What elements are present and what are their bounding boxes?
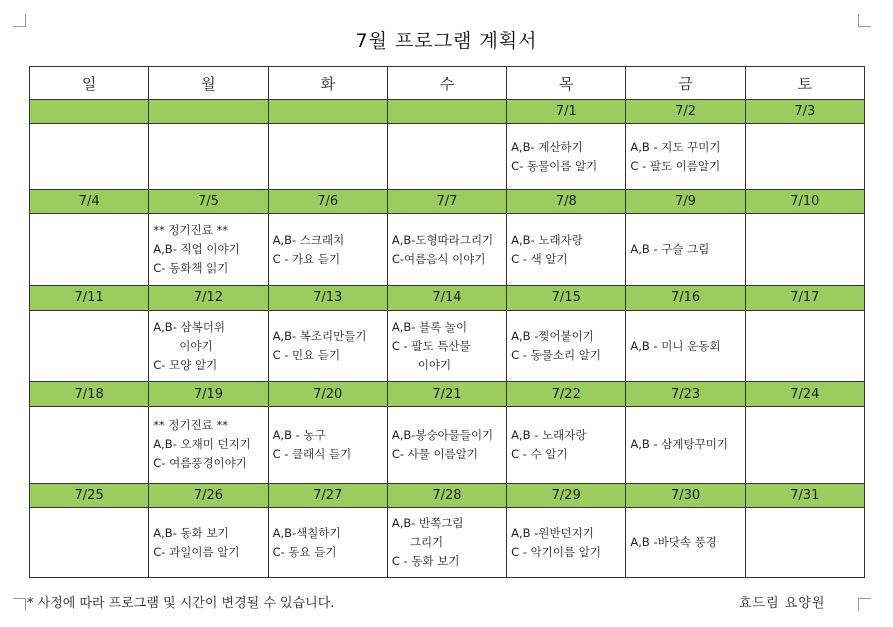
program-line: 이야기: [179, 338, 213, 353]
program-line: C- 동화책 읽기: [153, 261, 229, 276]
program-cell: [626, 124, 745, 190]
date-cell: 7/25: [30, 483, 149, 507]
program-cell: [507, 310, 626, 382]
program-cell: [745, 508, 864, 578]
date-row: [30, 483, 865, 507]
program-line: ** 정기진료 **: [153, 418, 229, 433]
program-line: C - 팔도 특산물: [391, 338, 471, 353]
date-cell: 7/6: [268, 190, 387, 214]
date-cell: [30, 100, 149, 124]
program-cell: [387, 214, 506, 286]
program-line: ** 정기진료 **: [153, 223, 229, 238]
program-calendar-table: [29, 66, 865, 578]
program-cell: [507, 508, 626, 578]
date-cell: 7/31: [745, 483, 864, 507]
program-cell: [268, 406, 387, 483]
program-line: A,B- 반쪽그림: [391, 516, 464, 531]
program-row: [30, 508, 865, 578]
date-cell: 7/4: [30, 190, 149, 214]
program-line: A,B- 노래자랑: [511, 232, 583, 247]
program-cell: [149, 214, 268, 286]
program-cell: [30, 214, 149, 286]
date-cell: 7/10: [745, 190, 864, 214]
weekday-header: 수: [387, 67, 506, 100]
date-row: [30, 286, 865, 310]
program-cell: [626, 406, 745, 483]
program-cell: [268, 508, 387, 578]
program-line: A,B -찢어붙이기: [511, 329, 594, 344]
program-line: A,B - 삼계탕꾸미기: [630, 437, 728, 452]
program-cell: [507, 124, 626, 190]
page-corner-mark: [13, 598, 26, 611]
date-row: [30, 190, 865, 214]
date-cell: 7/7: [387, 190, 506, 214]
program-line: C - 악기이름 알기: [511, 544, 601, 559]
date-cell: 7/15: [507, 286, 626, 310]
date-cell: 7/5: [149, 190, 268, 214]
program-line: A,B- 동화 보기: [153, 525, 229, 540]
date-row: [30, 382, 865, 406]
program-line: C - 클래식 듣기: [272, 446, 352, 461]
page-corner-mark: [858, 598, 871, 611]
program-line: A,B-봉숭아물들이기: [391, 427, 494, 442]
program-cell: [626, 310, 745, 382]
program-line: 그리기: [409, 535, 444, 550]
program-cell: [626, 508, 745, 578]
date-cell: 7/27: [268, 483, 387, 507]
date-cell: 7/19: [149, 382, 268, 406]
program-line: A,B - 지도 꾸미기: [630, 139, 721, 154]
program-row: [30, 214, 865, 286]
program-cell: [387, 310, 506, 382]
date-cell: 7/24: [745, 382, 864, 406]
program-cell: [745, 310, 864, 382]
date-cell: [387, 100, 506, 124]
program-cell: [268, 214, 387, 286]
program-cell: [149, 124, 268, 190]
date-cell: 7/16: [626, 286, 745, 310]
program-line: C - 색 알기: [511, 251, 568, 266]
program-cell: [387, 124, 506, 190]
date-row: [30, 100, 865, 124]
date-cell: 7/29: [507, 483, 626, 507]
program-line: A,B -원반던지기: [511, 525, 594, 540]
program-line: C- 모양 알기: [153, 357, 218, 372]
program-line: A,B- 블록 놀이: [391, 319, 468, 334]
date-cell: 7/21: [387, 382, 506, 406]
date-cell: [268, 100, 387, 124]
program-line: C- 과일이름 알기: [153, 544, 240, 559]
program-row: [30, 406, 865, 483]
program-cell: [268, 124, 387, 190]
program-line: A,B- 스크래치: [272, 232, 345, 247]
program-line: A,B- 계산하기: [511, 139, 583, 154]
program-line: C - 동물소리 알기: [511, 348, 601, 363]
program-line: A,B- 직업 이야기: [153, 242, 240, 257]
date-cell: 7/23: [626, 382, 745, 406]
program-cell: [30, 310, 149, 382]
program-cell: [387, 406, 506, 483]
program-cell: [149, 406, 268, 483]
date-cell: 7/9: [626, 190, 745, 214]
date-cell: 7/18: [30, 382, 149, 406]
program-line: C - 팔도 이름알기: [630, 158, 721, 173]
program-cell: [30, 406, 149, 483]
date-cell: 7/8: [507, 190, 626, 214]
program-cell: [745, 124, 864, 190]
date-cell: 7/11: [30, 286, 149, 310]
program-cell: [149, 508, 268, 578]
weekday-header: 토: [745, 67, 864, 100]
organization-name: 효드림 요양원: [739, 596, 826, 611]
program-cell: [745, 406, 864, 483]
program-line: A,B-도형따라그리기: [391, 232, 494, 247]
program-line: A,B -바닷속 풍경: [630, 535, 717, 550]
program-line: A,B- 삼복더위: [153, 319, 225, 334]
program-cell: [30, 124, 149, 190]
program-line: C- 동물이름 알기: [511, 158, 598, 173]
program-line: C - 가요 듣기: [272, 251, 341, 266]
weekday-header: 금: [626, 67, 745, 100]
program-cell: [268, 310, 387, 382]
date-cell: [149, 100, 268, 124]
weekday-header: 일: [30, 67, 149, 100]
date-cell: 7/26: [149, 483, 268, 507]
program-line: A,B- 복조리만들기: [272, 329, 367, 344]
program-line: C-여름음식 이야기: [391, 251, 486, 266]
schedule-change-note: * 사정에 따라 프로그램 및 시간이 변경될 수 있습니다.: [27, 596, 335, 611]
program-cell: [507, 214, 626, 286]
program-line: C - 민요 듣기: [272, 348, 341, 363]
date-cell: 7/1: [507, 100, 626, 124]
program-line: A,B- 오재미 던지기: [153, 437, 251, 452]
program-line: C- 사물 이름알기: [391, 446, 478, 461]
program-line: C - 수 알기: [511, 446, 568, 461]
program-row: [30, 124, 865, 190]
weekday-header-row: [30, 67, 865, 100]
program-line: 이야기: [417, 357, 452, 372]
date-cell: 7/22: [507, 382, 626, 406]
page-title: 7월 프로그램 계획서: [355, 30, 538, 52]
program-cell: [626, 214, 745, 286]
program-line: A,B - 노래자랑: [511, 427, 587, 442]
date-cell: 7/12: [149, 286, 268, 310]
program-line: A,B - 구슬 그림: [630, 242, 710, 257]
program-cell: [507, 406, 626, 483]
program-cell: [387, 508, 506, 578]
program-line: A,B-색칠하기: [272, 525, 341, 540]
program-line: A,B - 농구: [272, 427, 326, 442]
program-line: C- 동요 듣기: [272, 544, 337, 559]
date-cell: 7/17: [745, 286, 864, 310]
date-cell: 7/28: [387, 483, 506, 507]
program-cell: [30, 508, 149, 578]
date-cell: 7/13: [268, 286, 387, 310]
date-cell: 7/30: [626, 483, 745, 507]
program-cell: [149, 310, 268, 382]
program-line: A,B - 미니 운동회: [630, 338, 721, 353]
program-line: C - 동화 보기: [391, 554, 460, 569]
date-cell: 7/20: [268, 382, 387, 406]
weekday-header: 목: [507, 67, 626, 100]
weekday-header: 화: [268, 67, 387, 100]
date-cell: 7/14: [387, 286, 506, 310]
weekday-header: 월: [149, 67, 268, 100]
date-cell: 7/3: [745, 100, 864, 124]
program-cell: [745, 214, 864, 286]
program-row: [30, 310, 865, 382]
program-line: C- 여름풍경이야기: [153, 456, 247, 471]
date-cell: 7/2: [626, 100, 745, 124]
